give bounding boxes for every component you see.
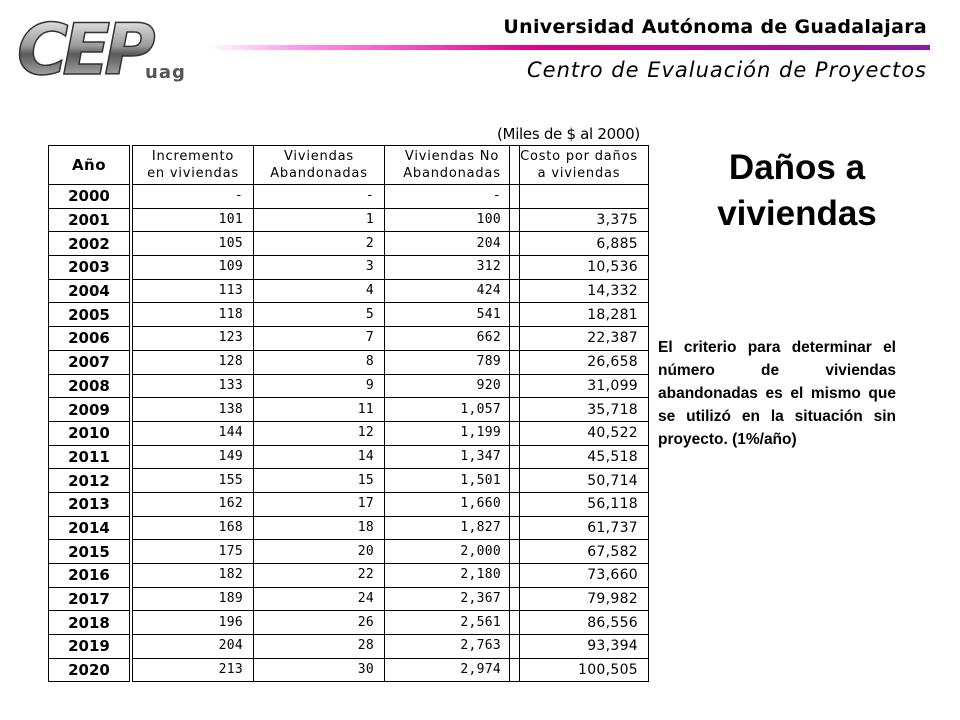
header-abandoned-line1: Viviendas [284, 149, 354, 164]
cell-year: 2004 [49, 279, 130, 303]
cell-year: 2011 [49, 445, 130, 469]
table-row [49, 564, 520, 588]
cell-year: 2003 [49, 256, 130, 280]
cell-abandoned: 5 [254, 303, 385, 327]
cell-cost: 86,556 [510, 611, 649, 635]
table-row [49, 350, 520, 374]
table-row [49, 398, 520, 422]
cell-year: 2015 [49, 540, 130, 564]
cell-cost: 93,394 [510, 635, 649, 659]
cell-increment: 138 [133, 398, 254, 422]
cell-not-abandoned: 424 [385, 279, 520, 303]
cell-not-abandoned: 541 [385, 303, 520, 327]
cell-not-abandoned: 100 [385, 208, 520, 232]
cell-year: 2018 [49, 611, 130, 635]
cell-increment: 105 [133, 232, 254, 256]
cell-year: 2016 [49, 564, 130, 588]
table-row [49, 421, 520, 445]
cell-increment: 118 [133, 303, 254, 327]
cost-row [510, 445, 649, 469]
cell-cost: 18,281 [510, 303, 649, 327]
cell-not-abandoned: 1,199 [385, 421, 520, 445]
cell-cost: 35,718 [510, 398, 649, 422]
center-name: Centro de Evaluación de Proyectos [527, 58, 927, 82]
cost-row [510, 374, 649, 398]
page-title: Daños a viviendas [717, 148, 877, 233]
header-not-abandoned [385, 146, 520, 185]
cep-logo [15, 14, 195, 94]
cell-year: 2008 [49, 374, 130, 398]
cost-row [510, 587, 649, 611]
cell-abandoned: 18 [254, 516, 385, 540]
cell-abandoned: 12 [254, 421, 385, 445]
cell-increment: 175 [133, 540, 254, 564]
cell-year: 2006 [49, 327, 130, 351]
cell-abandoned: 11 [254, 398, 385, 422]
description-text: El criterio para determinar el número de viviendas abandonadas es el mismo que se utilizó en la situación sin proyecto. (1%/año) [658, 339, 896, 448]
table-row [49, 279, 520, 303]
cell-abandoned: 9 [254, 374, 385, 398]
cell-year: 2007 [49, 350, 130, 374]
cost-row [510, 327, 649, 351]
header-cost-line2: a viviendas [537, 166, 621, 181]
table-row [49, 587, 520, 611]
cell-year: 2019 [49, 635, 130, 659]
table-row [49, 635, 520, 659]
header-increment-line1: Incremento [151, 149, 235, 164]
cell-abandoned: 2 [254, 232, 385, 256]
cell-abandoned: 17 [254, 492, 385, 516]
cell-cost: 40,522 [510, 421, 649, 445]
cell-increment: - [133, 185, 254, 209]
cost-row [510, 540, 649, 564]
header-cost [510, 146, 649, 185]
cost-row [510, 303, 649, 327]
cell-increment: 128 [133, 350, 254, 374]
cell-year: 2017 [49, 587, 130, 611]
logo-sub: uag [145, 62, 186, 83]
cell-cost: 14,332 [510, 279, 649, 303]
cell-increment: 162 [133, 492, 254, 516]
cost-row [510, 658, 649, 682]
cell-increment: 204 [133, 635, 254, 659]
cell-abandoned: 14 [254, 445, 385, 469]
housing-table [48, 145, 520, 682]
cell-increment: 182 [133, 564, 254, 588]
cell-increment: 101 [133, 208, 254, 232]
cell-year: 2013 [49, 492, 130, 516]
cell-cost [510, 185, 649, 209]
table-row [49, 445, 520, 469]
cost-row [510, 469, 649, 493]
header-year: Año [49, 146, 130, 185]
cell-year: 2010 [49, 421, 130, 445]
cell-abandoned: 3 [254, 256, 385, 280]
header-abandoned-line2: Abandonadas [270, 166, 368, 181]
cell-not-abandoned: 2,763 [385, 635, 520, 659]
table-row [49, 469, 520, 493]
cost-row [510, 611, 649, 635]
cell-not-abandoned: 2,974 [385, 658, 520, 682]
cell-abandoned: 28 [254, 635, 385, 659]
cell-abandoned: 8 [254, 350, 385, 374]
cell-not-abandoned: 2,367 [385, 587, 520, 611]
cell-not-abandoned: 204 [385, 232, 520, 256]
header-divider [208, 45, 930, 50]
cost-row [510, 185, 649, 209]
cell-cost: 22,387 [510, 327, 649, 351]
cost-table [509, 145, 649, 682]
cost-row [510, 421, 649, 445]
cell-year: 2014 [49, 516, 130, 540]
cell-increment: 149 [133, 445, 254, 469]
cell-not-abandoned: 789 [385, 350, 520, 374]
cell-abandoned: 20 [254, 540, 385, 564]
cell-not-abandoned: 2,561 [385, 611, 520, 635]
header-not-abandoned-line1: Viviendas No [404, 149, 500, 164]
university-name: Universidad Autónoma de Guadalajara [503, 16, 927, 38]
cell-increment: 113 [133, 279, 254, 303]
table-row [49, 540, 520, 564]
header-not-abandoned-line2: Abandonadas [403, 166, 501, 181]
cell-not-abandoned: 2,180 [385, 564, 520, 588]
cell-not-abandoned: 312 [385, 256, 520, 280]
header-cost-line1: Costo por daños [520, 149, 638, 164]
cell-increment: 155 [133, 469, 254, 493]
cost-row [510, 256, 649, 280]
cell-cost: 100,505 [510, 658, 649, 682]
cell-year: 2001 [49, 208, 130, 232]
cell-cost: 73,660 [510, 564, 649, 588]
cell-abandoned: - [254, 185, 385, 209]
cell-not-abandoned: - [385, 185, 520, 209]
cell-year: 2005 [49, 303, 130, 327]
cost-row [510, 398, 649, 422]
cell-not-abandoned: 1,347 [385, 445, 520, 469]
cell-abandoned: 4 [254, 279, 385, 303]
header-increment-line2: en viviendas [147, 166, 239, 181]
header-abandoned [254, 146, 385, 185]
cell-increment: 133 [133, 374, 254, 398]
cell-cost: 50,714 [510, 469, 649, 493]
cell-abandoned: 30 [254, 658, 385, 682]
logo-text: CEP [17, 14, 150, 91]
cell-not-abandoned: 1,501 [385, 469, 520, 493]
cell-abandoned: 22 [254, 564, 385, 588]
cell-year: 2020 [49, 658, 130, 682]
cell-abandoned: 1 [254, 208, 385, 232]
cell-cost: 67,582 [510, 540, 649, 564]
cell-not-abandoned: 920 [385, 374, 520, 398]
table-row [49, 208, 520, 232]
cell-not-abandoned: 662 [385, 327, 520, 351]
cost-row [510, 492, 649, 516]
cell-abandoned: 26 [254, 611, 385, 635]
cell-cost: 3,375 [510, 208, 649, 232]
table-header-row [49, 146, 520, 185]
table-row [49, 256, 520, 280]
table-row [49, 516, 520, 540]
cell-not-abandoned: 2,000 [385, 540, 520, 564]
cell-abandoned: 15 [254, 469, 385, 493]
cell-cost: 10,536 [510, 256, 649, 280]
cell-year: 2009 [49, 398, 130, 422]
cell-cost: 61,737 [510, 516, 649, 540]
cost-row [510, 232, 649, 256]
cell-cost: 79,982 [510, 587, 649, 611]
table-row [49, 492, 520, 516]
cost-row [510, 279, 649, 303]
cell-not-abandoned: 1,827 [385, 516, 520, 540]
cell-increment: 189 [133, 587, 254, 611]
cost-row [510, 635, 649, 659]
cost-row [510, 350, 649, 374]
cell-increment: 213 [133, 658, 254, 682]
cell-cost: 45,518 [510, 445, 649, 469]
cell-increment: 144 [133, 421, 254, 445]
table-row [49, 658, 520, 682]
cost-row [510, 208, 649, 232]
cell-cost: 26,658 [510, 350, 649, 374]
table-row [49, 303, 520, 327]
cell-year: 2012 [49, 469, 130, 493]
table-row [49, 185, 520, 209]
cell-increment: 109 [133, 256, 254, 280]
table-row [49, 327, 520, 351]
cell-cost: 6,885 [510, 232, 649, 256]
cell-increment: 123 [133, 327, 254, 351]
cell-abandoned: 24 [254, 587, 385, 611]
table-row [49, 232, 520, 256]
table-row [49, 374, 520, 398]
cell-increment: 196 [133, 611, 254, 635]
header-increment [133, 146, 254, 185]
cell-year: 2002 [49, 232, 130, 256]
cell-cost: 56,118 [510, 492, 649, 516]
table-row [49, 611, 520, 635]
cell-year: 2000 [49, 185, 130, 209]
units-note: (Miles de $ al 2000) [497, 125, 640, 143]
cost-row [510, 516, 649, 540]
cell-increment: 168 [133, 516, 254, 540]
cost-header-row [510, 146, 649, 185]
cost-row [510, 564, 649, 588]
cell-abandoned: 7 [254, 327, 385, 351]
cell-not-abandoned: 1,660 [385, 492, 520, 516]
cell-not-abandoned: 1,057 [385, 398, 520, 422]
cell-cost: 31,099 [510, 374, 649, 398]
